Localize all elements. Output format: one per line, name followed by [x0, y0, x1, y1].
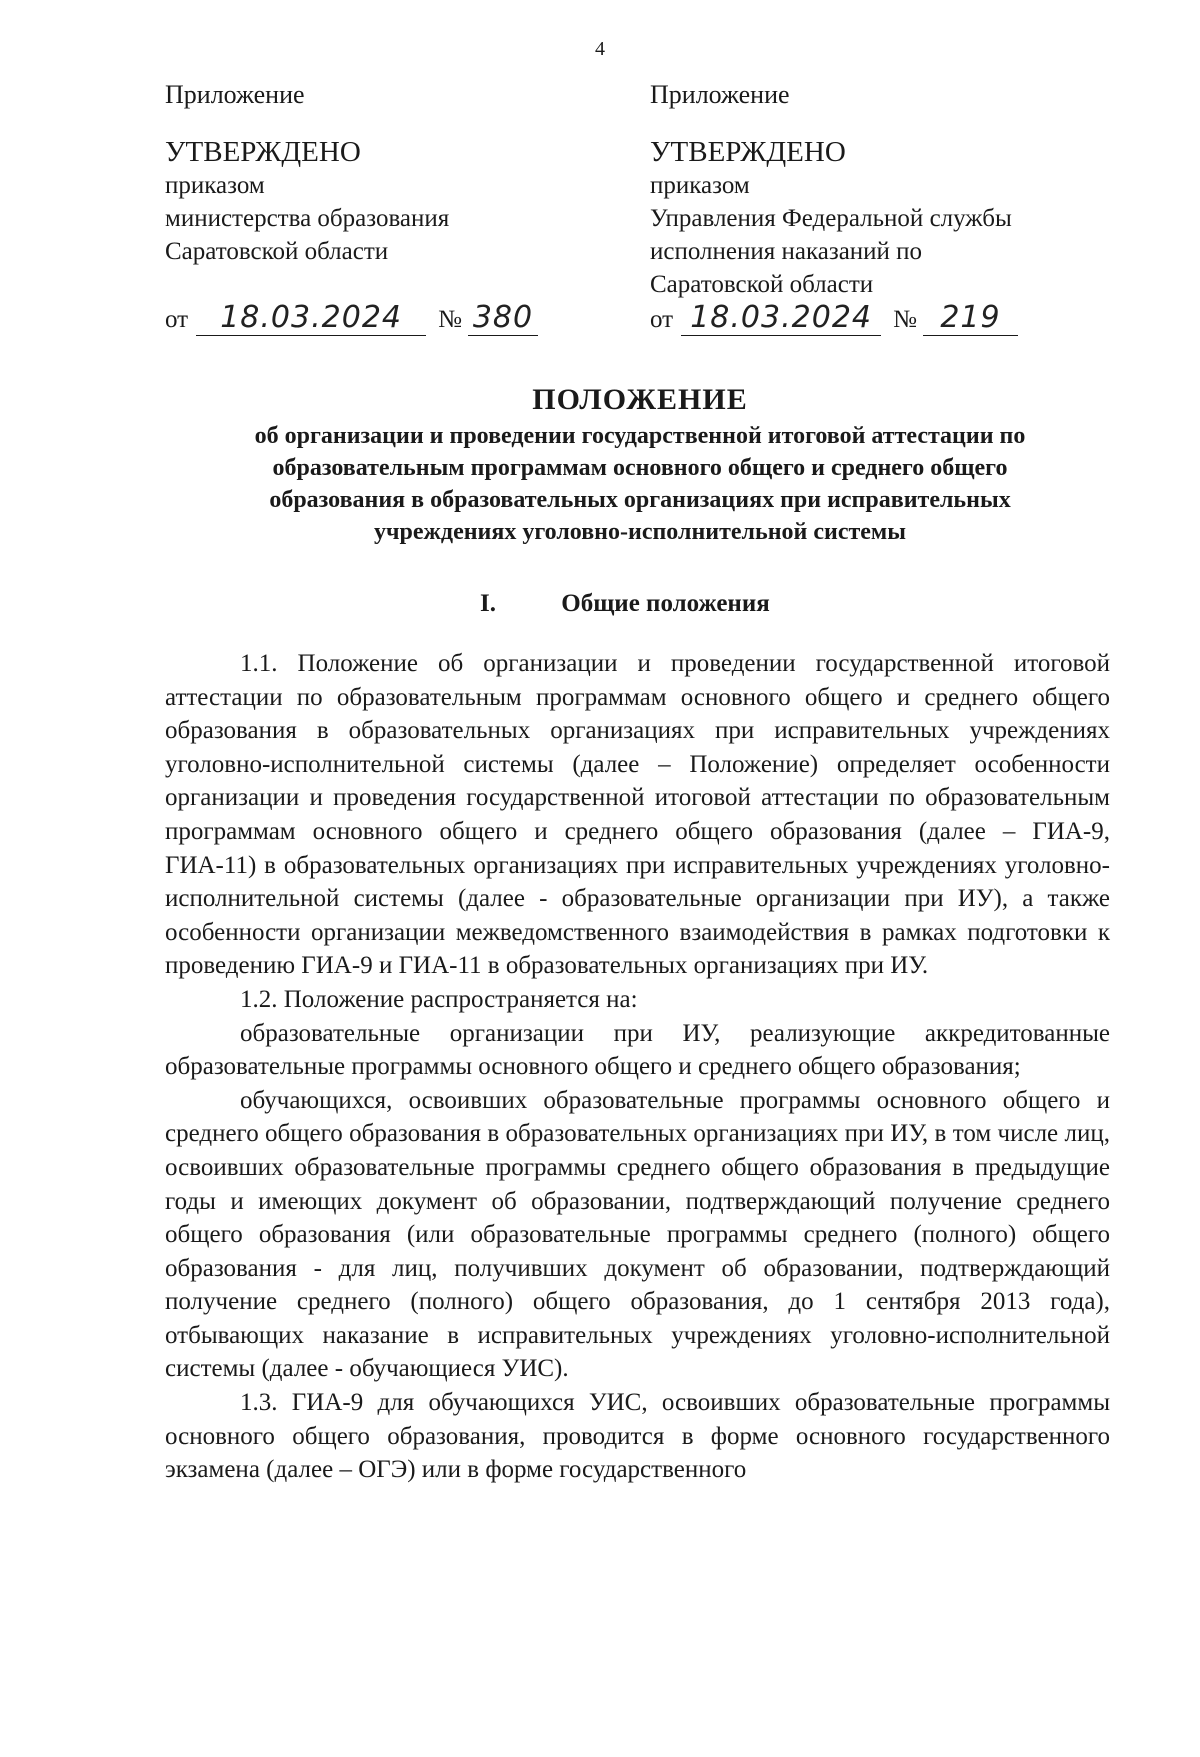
section-heading [480, 590, 770, 618]
paragraph: 1.1. Положение об организации и проведении государственной итоговой аттестации по образовательным программам основного общего и среднего общего образования в образовательных организациях при исправительных учреждениях уголовно-исполнительной системы (далее – Положение) определяет особенности организации и проведения государственной итоговой аттестации по образовательным программам основного общего и среднего общего образования (далее – ГИА-9, ГИА-11) в образовательных организациях при исправительных учреждениях уголовно-исполнительной системы (далее - образовательные организации при ИУ), а также особенности организации межведомственного взаимодействия в рамках подготовки к проведению ГИА-9 и ГИА-11 в образовательных организациях при ИУ. [165, 650, 1110, 980]
handwritten-date: 18.03.2024 [681, 301, 881, 336]
approval-line: приказом [165, 172, 265, 199]
paragraph: обучающихся, освоивших образовательные программы основного общего и среднего общего образования в образовательных организациях при ИУ, в том числе лиц, освоивших образовательные программы среднего общего образования в предыдущие годы и имеющих документ об образовании, подтверждающий получение среднего общего образования (или образовательные программы среднего (полного) общего образования - для лиц, получивших документ об образовании, подтверждающий получение среднего (полного) общего образования, до 1 сентября 2013 года), отбывающих наказание в исправительных учреждениях уголовно-исполнительной системы (далее - обучающиеся УИС). [165, 1086, 1110, 1383]
section-title: Общие положения [561, 590, 770, 617]
approval-line: Управления Федеральной службы [650, 205, 1012, 232]
order-date-line [165, 301, 605, 336]
approval-line: исполнения наказаний по [650, 238, 923, 265]
paragraph: образовательные организации при ИУ, реализующие аккредитованные образовательные программы основного общего и среднего общего образования; [165, 1019, 1110, 1081]
approved-label: УТВЕРЖДЕНО [650, 136, 846, 168]
title-line: об организации и проведении государственной итоговой аттестации по [254, 423, 1026, 449]
date-prefix: от [650, 306, 674, 333]
title-main: ПОЛОЖЕНИЕ [532, 383, 748, 416]
title-line: образовательным программам основного общего и среднего общего [272, 455, 1008, 481]
approval-line: Саратовской области [165, 238, 389, 265]
number-sign: № [438, 306, 462, 333]
approval-line: министерства образования [165, 205, 450, 232]
approval-line: Саратовской области [650, 271, 874, 298]
date-prefix: от [165, 306, 189, 333]
approved-label: УТВЕРЖДЕНО [165, 136, 361, 168]
appendix-label: Приложение [165, 80, 305, 109]
title-line: образования в образовательных организациях при исправительных [269, 487, 1011, 513]
document-title [160, 380, 1120, 548]
paragraph: 1.2. Положение распространяется на: [240, 985, 638, 1013]
section-number: I. [480, 590, 496, 617]
approval-block-fsin [650, 78, 1120, 336]
paragraph: 1.3. ГИА-9 для обучающихся УИС, освоивших образовательные программы основного общего образования, проводится в форме основного государственного экзамена (далее – ОГЭ) или в форме государственного [165, 1389, 1110, 1484]
handwritten-number: 380 [468, 301, 538, 336]
handwritten-date: 18.03.2024 [196, 301, 426, 336]
page-number: 4 [595, 38, 605, 60]
approval-block-ministry [165, 78, 605, 336]
handwritten-number: 219 [923, 301, 1018, 336]
order-date-line [650, 301, 1120, 336]
document-body [165, 647, 1110, 1487]
appendix-label: Приложение [650, 80, 790, 109]
approval-line: приказом [650, 172, 750, 199]
number-sign: № [893, 306, 917, 333]
title-line: учреждениях уголовно-исполнительной системы [373, 519, 907, 545]
